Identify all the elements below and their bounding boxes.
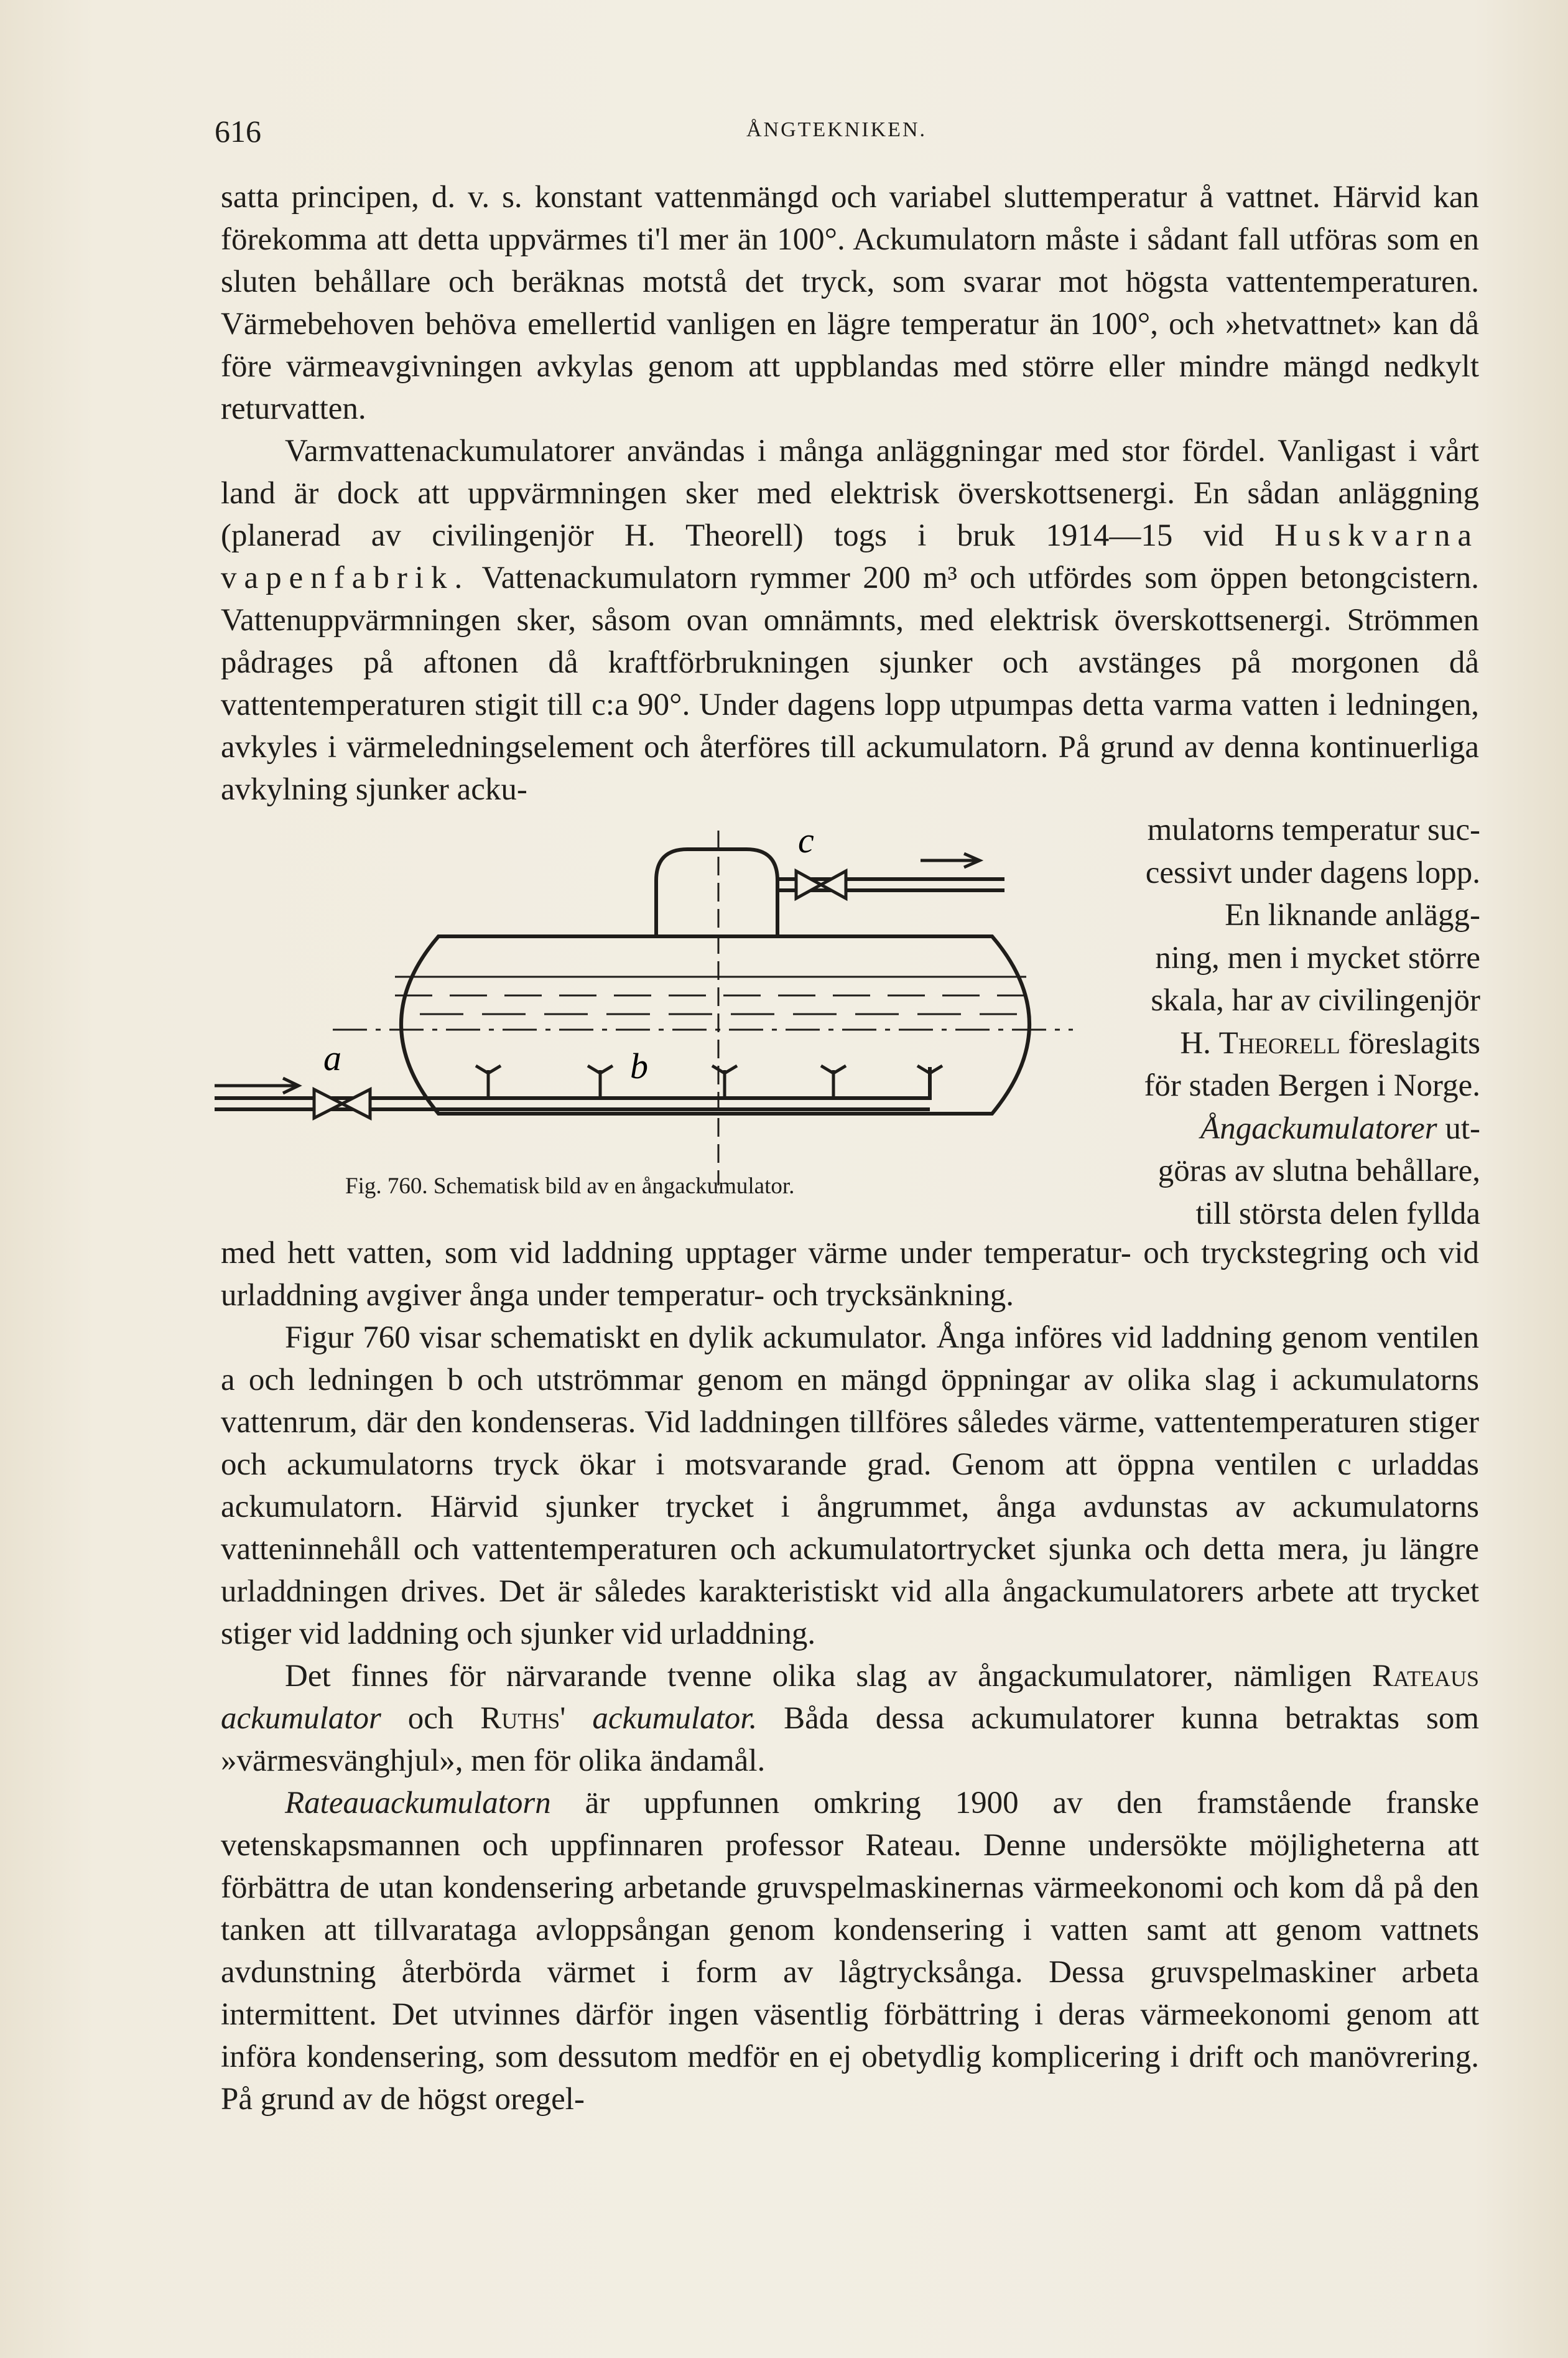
label-c: c xyxy=(798,824,814,860)
term-angackumulatorer: Ångackumulatorer xyxy=(1200,1111,1437,1146)
steam-dome xyxy=(656,849,777,936)
wrap-line: för staden Bergen i Norge. xyxy=(1144,1068,1480,1103)
wrap-line: cessivt under dagens lopp. xyxy=(1145,855,1480,890)
text-block-bottom xyxy=(221,1232,1479,2120)
paragraph-5: Det finnes för närvarande tvenne olika slag av ångackumulatorer, nämligen Rateaus ackumulator och Ruths' ackumulator. Båda dessa ackumulatorer kunna betraktas som »värmesvänghjul», men för olika ändamål. xyxy=(221,1659,1480,1778)
name-theorell: Theorell xyxy=(1218,1025,1340,1061)
figure-caption: Fig. 760. Schematisk bild av en ångackumulator. xyxy=(345,1173,795,1199)
label-b: b xyxy=(630,1046,648,1086)
valve-a xyxy=(314,1089,370,1118)
wrap-line: ning, men i mycket större xyxy=(1155,940,1480,976)
label-a: a xyxy=(323,1038,341,1078)
vessel-outline xyxy=(401,936,1029,1114)
name-rateau: Rateaus xyxy=(1371,1659,1479,1694)
spaced-company-name: Huskvarna vapenfabrik. xyxy=(221,518,1480,595)
name-ruths: Ruths' xyxy=(480,1701,566,1736)
running-title: ÅNGTEKNIKEN. xyxy=(746,118,927,141)
paragraph-1: satta principen, d. v. s. konstant vattenmängd och variabel sluttemperatur å vattnet. Härvid kan förekomma att detta uppvärmes ti'l mer än 100°. Ackumulatorn måste i sådant fall utföras som en sluten behållare och beräknas motstå det tryck, som svarar mot högsta vattentemperaturen. Värmebehoven behöva emellertid vanligen en lägre temperatur än 100°, och »hetvattnet» kan då före värmeavgivningen avkylas genom att uppblandas med större eller mindre mängd nedkylt returvatten. xyxy=(221,180,1479,426)
wrap-line: mulatorns temperatur suc- xyxy=(1147,813,1480,847)
paragraph-2-part-b: Vattenackumulatorn rymmer 200 m³ och utfördes som öppen betongcistern. Vattenuppvärmningen sker, såsom ovan omnämnts, med elektrisk överskottsenergi. Strömmen pådrages på aftonen då kraftförbrukningen sjunker och avstänges på morgonen då vattentemperaturen stigit till c:a 90°. Under dagens lopp utpumpas detta varma vatten i ledningen, avkyles i värmeledningselement och återföres till ackumulatorn. På grund av denna kontinuerliga avkylning sjunker acku- xyxy=(221,561,1479,807)
wrap-line: skala, har av civilingenjör xyxy=(1151,983,1480,1018)
paragraph-6: Rateauackumulatorn är uppfunnen omkring 1900 av den framstående franske vetenskapsmannen och uppfinnaren professor Rateau. Denne undersökte möjligheterna att förbättra de utan kondensering arbetande gruvspelmaskinernas värmeekonomi och kom då på den tanken att tillvarataga avloppsångan genom kondensering i vatten samt att genom vattnets avdunstning återbörda värmet i form av lågtrycksånga. Dessa gruvspelmaskiner arbeta intermittent. Det utvinnes därför ingen väsentlig förbättring i deras värmeekonomi genom att införa kondensering, som dessutom medför en ej obetydlig komplicering i drift och manövrering. På grund av de högst oregel- xyxy=(221,1786,1479,2117)
wrap-around-text xyxy=(1104,809,1480,1235)
text-block-top xyxy=(221,176,1479,811)
wrap-line-theorell: H. Theorell föreslagits xyxy=(1180,1025,1480,1061)
wrap-line: till största delen fyllda xyxy=(1195,1196,1480,1231)
valve-c xyxy=(796,871,846,898)
wrap-line: göras av slutna behållare, xyxy=(1157,1153,1480,1188)
paragraph-2-part-a: Varmvattenackumulatorer användas i många anläggningar med stor fördel. Vanligast i vårt land är dock att uppvärmningen sker med elektrisk överskottsenergi. En sådan anläggning (planerad av civilingenjör H. Theorell) togs i bruk 1914—15 vid xyxy=(221,434,1479,553)
paragraph-2 xyxy=(221,430,1479,811)
wrap-line: En liknande anlägg- xyxy=(1225,898,1480,933)
wrap-line-italic: Ångackumulatorer ut- xyxy=(1200,1111,1480,1146)
paragraph-3: med hett vatten, som vid laddning upptager värme under temperatur- och tryckstegring och vid urladdning avgiver ånga under temperatur- och trycksänkning. xyxy=(221,1236,1479,1313)
page-number: 616 xyxy=(215,114,261,149)
nozzles xyxy=(476,1066,942,1097)
term-rateauackumulatorn: Rateauackumulatorn xyxy=(285,1786,551,1820)
accumulator-diagram xyxy=(215,824,1085,1210)
paragraph-4: Figur 760 visar schematiskt en dylik ackumulator. Ånga införes vid laddning genom ventilen a och ledningen b och utströmmar genom en mängd öppningar av olika slag i ackumulatorns vattenrum, där den kondenseras. Vid laddningen tillföres således värme, vattentemperaturen stiger och ackumulatorns tryck ökar i motsvarande grad. Genom att öppna ventilen c urladdas ackumulatorn. Härvid sjunker trycket i ångrummet, ånga avdunstas av ackumulatorns vatteninnehåll och vattentemperaturen och ackumulatortrycket sjunka och detta mera, ju längre urladdningen drives. Det är således karakteristiskt vid alla ångackumulatorers arbete att trycket stiger vid laddning och sjunker vid urladdning. xyxy=(221,1320,1479,1651)
